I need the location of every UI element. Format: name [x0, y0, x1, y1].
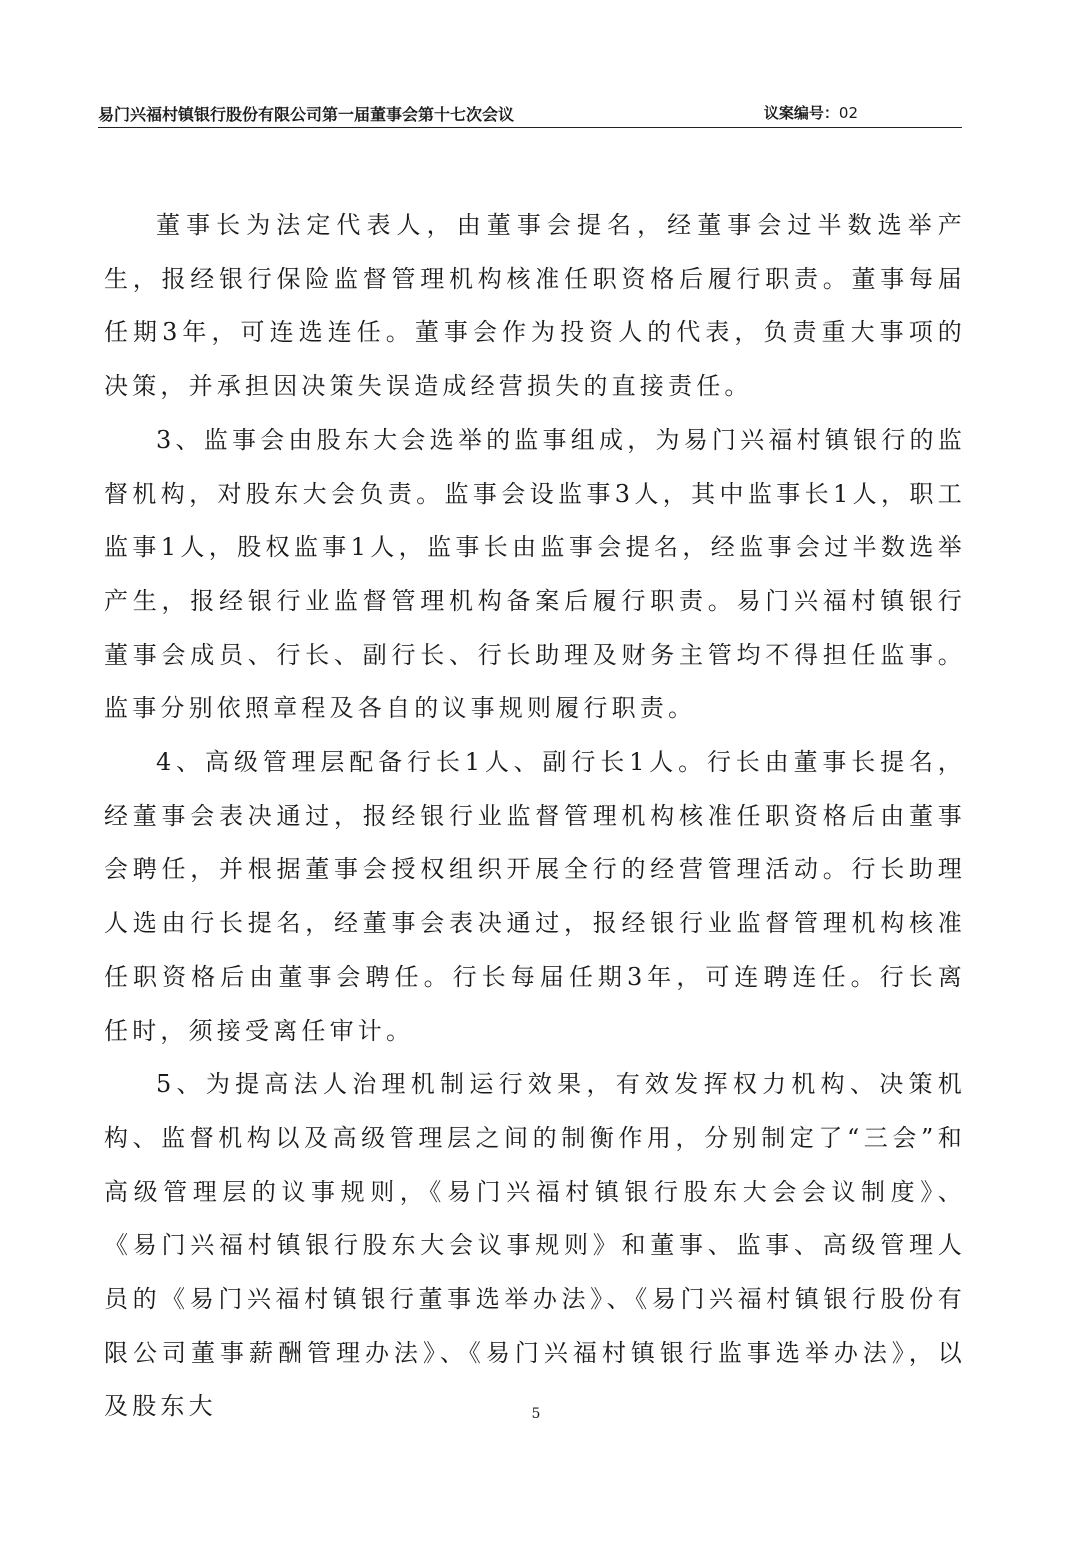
page-header — [98, 98, 962, 128]
meeting-title: 易门兴福村镇银行股份有限公司第一届董事会第十七次会议 — [98, 105, 515, 124]
document-body — [104, 199, 966, 1434]
paragraph-governance-rules: 5、为提高法人治理机制运行效果，有效发挥权力机构、决策机构、监督机构以及高级管理层之间的制衡作用，分别制定了“三会”和高级管理层的议事规则，《易门兴福村镇银行股东大会会议制度》、《易门兴福村镇银行股东大会议事规则》和董事、监事、高级管理人员的《易门兴福村镇银行董事选举办法》、《易门兴福村镇银行股份有限公司董事薪酬管理办法》、《易门兴福村镇银行监事选举办法》，以及股东大 — [104, 1070, 966, 1421]
proposal-number-value: 02 — [838, 104, 858, 122]
paragraph-chairman: 董事长为法定代表人，由董事会提名，经董事会过半数选举产生，报经银行保险监督管理机构核准任职资格后履行职责。董事每届任期3年，可连选连任。董事会作为投资人的代表，负责重大事项的决策，并承担因决策失误造成经营损失的直接责任。 — [104, 211, 966, 401]
proposal-number-label: 议案编号： — [763, 104, 839, 122]
page-number: 5 — [531, 1406, 541, 1422]
paragraph-senior-management: 4、高级管理层配备行长1人、副行长1人。行长由董事长提名，经董事会表决通过，报经银行业监督管理机构核准任职资格后由董事会聘任，并根据董事会授权组织开展全行的经营管理活动。行长助理人选由行长提名，经董事会表决通过，报经银行业监督管理机构核准任职资格后由董事会聘任。行长每届任期3年，可连聘连任。行长离任时，须接受离任审计。 — [104, 748, 966, 1045]
paragraph-supervisory-board: 3、监事会由股东大会选举的监事组成，为易门兴福村镇银行的监督机构，对股东大会负责。监事会设监事3人，其中监事长1人，职工监事1人，股权监事1人，监事长由监事会提名，经监事会过半数选举产生，报经银行业监督管理机构备案后履行职责。易门兴福村镇银行董事会成员、行长、副行长、行长助理及财务主管均不得担任监事。监事分别依照章程及各自的议事规则履行职责。 — [104, 425, 966, 723]
proposal-number — [764, 102, 858, 123]
